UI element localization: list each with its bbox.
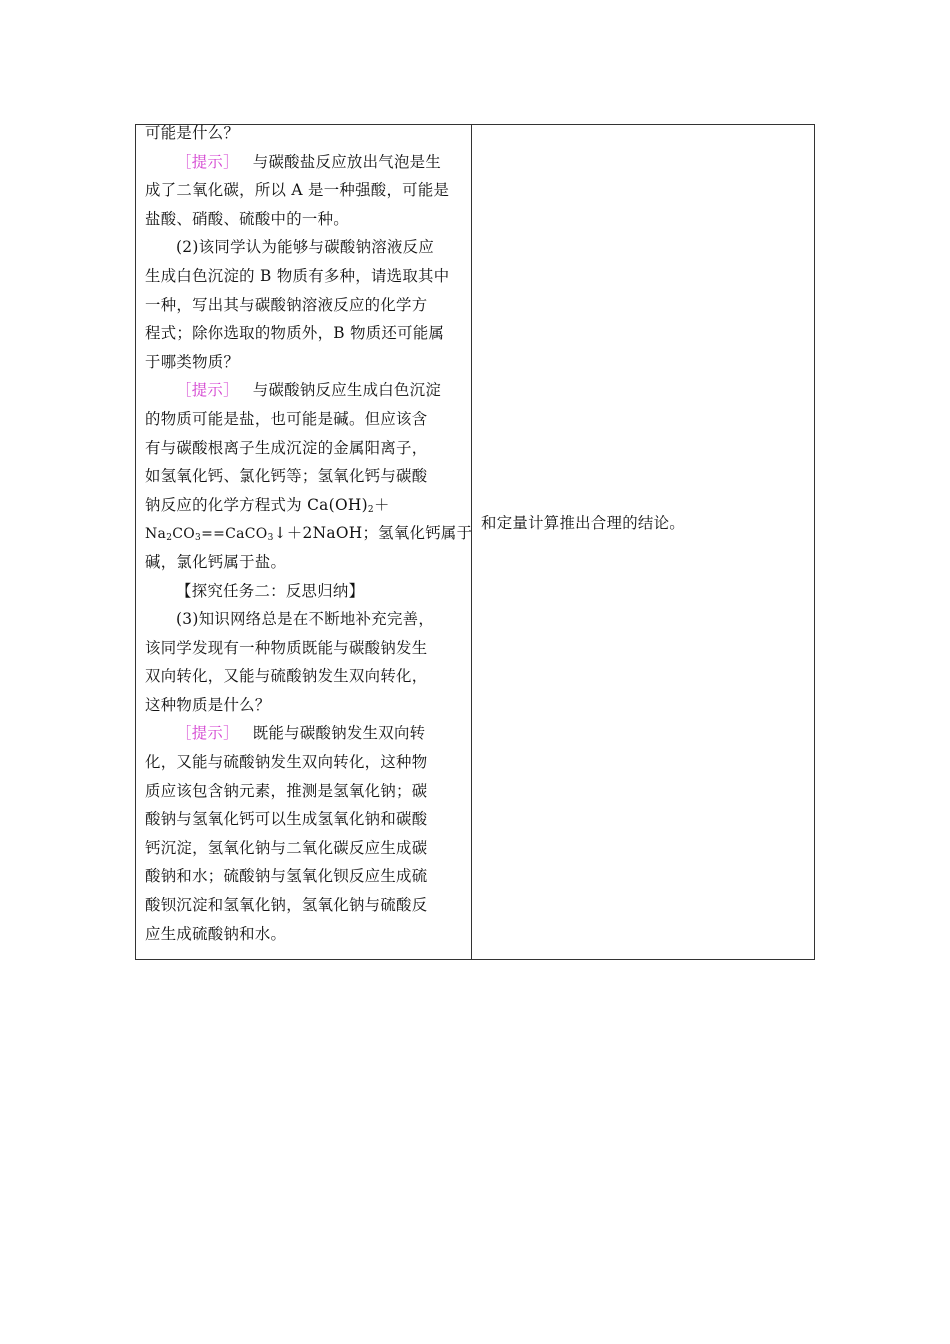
hint-2-equation: $Na_2CO_3==CaCO_3↓+2NaOH$；氢氧化钙属于 bbox=[145, 524, 473, 544]
hint-3-text: 酸钠和水；硫酸钠与氢氧化钡反应生成硫 bbox=[145, 867, 428, 886]
question-2: (2)该同学认为能够与碳酸钠溶液反应 bbox=[176, 238, 435, 257]
hint-3-line: ［提示］ 既能与碳酸钠发生双向转 bbox=[176, 724, 426, 743]
left-column bbox=[136, 125, 472, 959]
hint-1-line: ［提示］ 与碳酸盐反应放出气泡是生 bbox=[176, 152, 442, 171]
content-table bbox=[135, 124, 815, 960]
hint-3-text: 质应该包含钠元素，推测是氢氧化钠；碳 bbox=[145, 781, 428, 800]
question-2-text: 程式；除你选取的物质外，B 物质还可能属 bbox=[145, 324, 445, 343]
hint-1-text: 成了二氧化碳，所以 A 是一种强酸，可能是 bbox=[145, 181, 450, 200]
question-2-text: 于哪类物质？ bbox=[145, 352, 240, 371]
question-1-tail: 可能是什么？ bbox=[145, 124, 240, 142]
hint-label: ［提示］ bbox=[176, 724, 239, 743]
hint-3-text: 酸钠与氢氧化钙可以生成氢氧化钠和碳酸 bbox=[145, 810, 428, 829]
question-3-text: 该同学发现有一种物质既能与碳酸钠发生 bbox=[145, 638, 428, 657]
question-3: (3)知识网络总是在不断地补充完善， bbox=[176, 610, 435, 629]
hint-3-text: 钙沉淀，氢氧化钠与二氧化碳反应生成碳 bbox=[145, 838, 428, 857]
right-column bbox=[472, 125, 814, 959]
hint-3-text: 酸钡沉淀和氢氧化钠，氢氧化钠与硫酸反 bbox=[145, 896, 428, 915]
question-2-text: 生成白色沉淀的 B 物质有多种，请选取其中 bbox=[145, 266, 450, 285]
hint-2-text: 的物质可能是盐，也可能是碱。但应该含 bbox=[145, 409, 428, 428]
question-3-text: 双向转化，又能与硫酸钠发生双向转化， bbox=[145, 667, 428, 686]
hint-2-equation-start: 钠反应的化学方程式为 $Ca(OH)_2+$ bbox=[145, 495, 390, 515]
hint-2-text: 如氢氧化钙、氯化钙等；氢氧化钙与碳酸 bbox=[145, 467, 428, 486]
question-3-text: 这种物质是什么？ bbox=[145, 695, 271, 714]
right-column-text: 和定量计算推出合理的结论。 bbox=[481, 514, 685, 532]
hint-2-text: 有与碳酸根离子生成沉淀的金属阳离子， bbox=[145, 438, 428, 457]
hint-1-text: 盐酸、硝酸、硫酸中的一种。 bbox=[145, 209, 349, 228]
hint-2-text: 碱，氯化钙属于盐。 bbox=[145, 552, 287, 571]
hint-2-line: ［提示］ 与碳酸钠反应生成白色沉淀 bbox=[176, 381, 442, 400]
task-2-heading: 【探究任务二：反思归纳】 bbox=[176, 581, 365, 600]
hint-label: ［提示］ bbox=[176, 381, 239, 400]
question-2-text: 一种，写出其与碳酸钠溶液反应的化学方 bbox=[145, 295, 428, 314]
hint-3-text: 化，又能与硫酸钠发生双向转化，这种物 bbox=[145, 753, 428, 772]
hint-3-text: 应生成硫酸钠和水。 bbox=[145, 924, 287, 943]
hint-label: ［提示］ bbox=[176, 152, 239, 171]
